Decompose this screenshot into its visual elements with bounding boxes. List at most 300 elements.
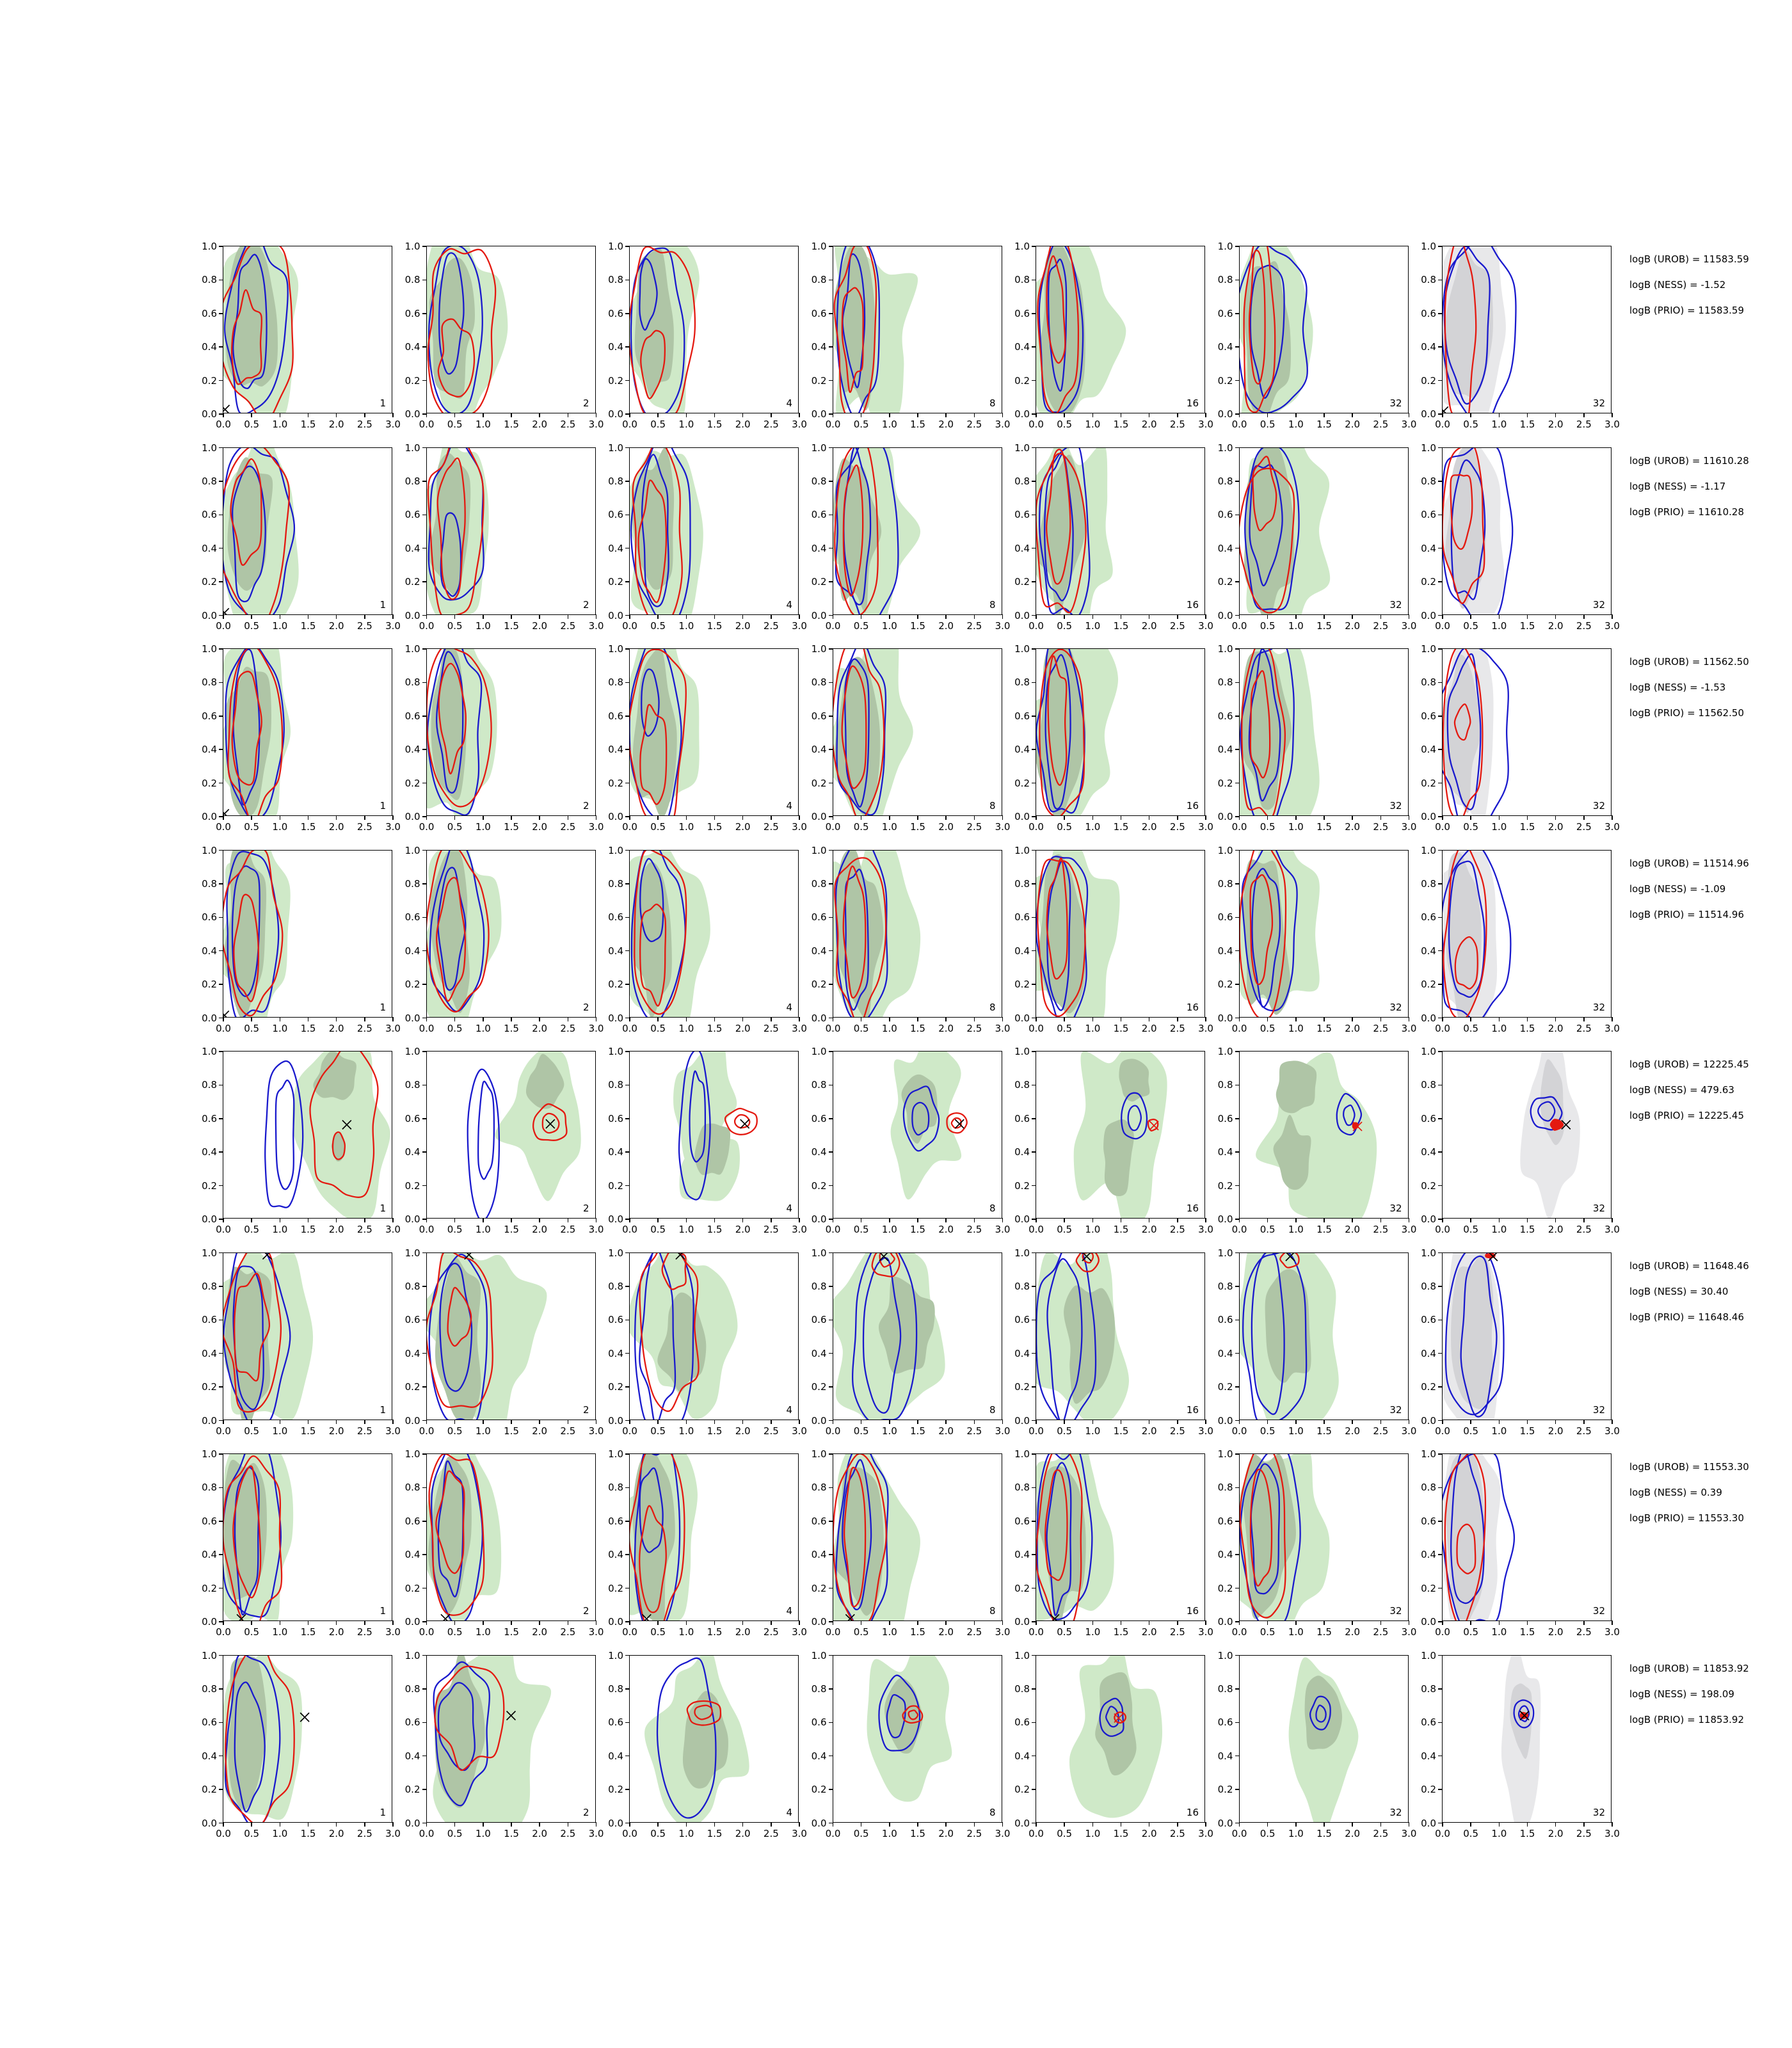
y-tick (1235, 883, 1240, 884)
x-tick (686, 1620, 687, 1625)
x-tick (539, 1620, 540, 1625)
x-tick (1121, 413, 1122, 417)
contour-panel-r3c5 (1014, 643, 1213, 833)
x-tick (1149, 1017, 1150, 1021)
y-tick-label: 0.0 (404, 408, 420, 420)
y-tick-label: 0.0 (811, 1213, 827, 1225)
x-tick-label: 2.5 (966, 419, 982, 430)
x-tick-label: 1.5 (1113, 620, 1129, 632)
y-tick (1438, 1151, 1443, 1153)
y-tick (422, 1722, 427, 1724)
y-tick-label: 0.6 (1217, 509, 1233, 521)
y-tick (1235, 783, 1240, 784)
y-tick-label: 0.4 (811, 1549, 827, 1561)
row-annotation-r6 (1629, 1260, 1749, 1336)
y-tick-label: 0.2 (1217, 1381, 1233, 1393)
x-tick (889, 1218, 890, 1222)
y-tick (625, 716, 630, 717)
x-tick-label: 0.5 (1260, 419, 1276, 430)
y-tick (219, 950, 223, 952)
x-tick-label: 2.0 (735, 821, 751, 833)
y-tick (1235, 1688, 1240, 1690)
x-tick (889, 413, 890, 417)
y-tick-label: 0.2 (202, 1582, 217, 1594)
y-tick-label: 0.8 (811, 1280, 827, 1292)
y-tick (1235, 1487, 1240, 1489)
x-tick-label: 1.5 (1316, 1626, 1332, 1638)
x-tick (1002, 1822, 1004, 1827)
y-tick-label: 0.4 (811, 744, 827, 756)
x-tick-label: 2.0 (532, 419, 548, 430)
y-tick (1235, 313, 1240, 314)
x-tick-label: 0.5 (853, 1022, 869, 1034)
y-tick (829, 1051, 833, 1052)
x-tick (1352, 1822, 1353, 1827)
x-tick-label: 0.5 (1463, 620, 1479, 632)
y-tick-label: 1.0 (1217, 1649, 1233, 1661)
y-tick (1438, 481, 1443, 482)
x-tick (539, 1017, 540, 1021)
contour-panel-r5c5 (1014, 1046, 1213, 1235)
contour-panel-r4c2 (404, 844, 604, 1034)
x-tick-label: 1.0 (1491, 1827, 1507, 1839)
x-tick-label: 0.0 (1231, 821, 1247, 833)
x-tick (917, 1822, 918, 1827)
y-tick-label: 0.2 (1421, 1784, 1436, 1796)
panel-plot-area (427, 448, 595, 614)
y-tick-label: 0.4 (608, 744, 623, 756)
contour-panel-r4c4 (811, 844, 1011, 1034)
y-tick-label: 0.4 (1217, 341, 1233, 353)
x-tick-label: 0.5 (1057, 1626, 1073, 1638)
x-tick (280, 413, 281, 417)
x-tick (1064, 815, 1065, 820)
y-tick-label: 0.0 (1421, 1012, 1436, 1024)
y-tick (422, 1823, 427, 1824)
x-tick-label: 3.0 (1401, 1626, 1417, 1638)
x-tick-label: 2.0 (328, 1827, 344, 1839)
x-tick-label: 2.0 (735, 419, 751, 430)
x-tick (657, 1017, 659, 1021)
panel-count-label: 1 (380, 800, 386, 812)
contour-panel-r8c2 (404, 1649, 604, 1839)
x-tick-label: 1.0 (1288, 1827, 1304, 1839)
x-tick-label: 3.0 (588, 821, 604, 833)
x-tick (799, 413, 800, 417)
x-tick-label: 3.0 (1198, 620, 1213, 632)
y-tick-label: 0.4 (202, 1750, 217, 1762)
y-tick (219, 1756, 223, 1757)
x-tick (1267, 413, 1268, 417)
y-tick (1438, 984, 1443, 985)
x-tick-label: 0.5 (447, 1224, 463, 1235)
y-tick-label: 0.2 (1217, 979, 1233, 991)
x-tick (1205, 1822, 1206, 1827)
y-tick-label: 1.0 (1217, 442, 1233, 454)
x-tick (1499, 1218, 1500, 1222)
x-tick-label: 3.0 (385, 620, 401, 632)
x-tick-label: 1.5 (1519, 1626, 1535, 1638)
contour-panel-r3c3 (608, 643, 807, 833)
y-tick-label: 0.2 (608, 1784, 623, 1796)
y-tick (1438, 1789, 1443, 1790)
x-tick (511, 1822, 512, 1827)
x-tick-label: 0.0 (1028, 419, 1044, 430)
x-tick (1380, 614, 1382, 619)
y-tick-label: 0.2 (1421, 777, 1436, 789)
y-tick (1032, 1789, 1036, 1790)
y-tick (1235, 1621, 1240, 1622)
y-tick (219, 280, 223, 281)
x-tick (251, 815, 252, 820)
panel-plot-area (630, 246, 798, 413)
x-tick-label: 2.0 (735, 1827, 751, 1839)
x-tick (336, 614, 337, 619)
x-tick-label: 1.0 (475, 1626, 491, 1638)
y-tick-label: 0.0 (1014, 1012, 1030, 1024)
y-tick-label: 0.8 (1421, 475, 1436, 487)
blue-contour-line (478, 1082, 494, 1180)
x-tick-label: 0.0 (216, 1224, 231, 1235)
panel-count-label: 32 (1389, 1806, 1402, 1818)
x-tick (889, 1017, 890, 1021)
x-tick (1149, 1420, 1150, 1424)
y-tick-label: 0.2 (1014, 374, 1030, 387)
y-tick-label: 0.0 (1014, 1817, 1030, 1829)
x-tick (861, 1822, 862, 1827)
y-tick-label: 0.6 (811, 911, 827, 924)
y-tick-label: 1.0 (404, 442, 420, 454)
x-tick (1121, 1218, 1122, 1222)
x-tick (799, 815, 800, 820)
x-tick (1149, 1218, 1150, 1222)
panel-plot-area (833, 1253, 1002, 1420)
contour-panel-r7c7 (1421, 1448, 1620, 1638)
x-tick-label: 0.5 (650, 1626, 666, 1638)
x-tick-label: 3.0 (1401, 1425, 1417, 1437)
panel-plot-area (1443, 1656, 1611, 1822)
x-tick (511, 413, 512, 417)
x-tick (742, 1822, 744, 1827)
x-tick (308, 1420, 309, 1424)
x-tick-label: 0.5 (1057, 821, 1073, 833)
y-tick (1235, 246, 1240, 247)
y-tick (829, 1320, 833, 1321)
x-tick-label: 1.5 (504, 821, 519, 833)
panel-count-label: 32 (1592, 397, 1605, 409)
x-tick (1177, 815, 1178, 820)
x-tick-label: 3.0 (995, 620, 1011, 632)
y-tick (1032, 1286, 1036, 1287)
y-tick (625, 413, 630, 415)
x-tick-label: 1.5 (1316, 1827, 1332, 1839)
y-tick-label: 0.0 (608, 1012, 623, 1024)
x-tick (511, 614, 512, 619)
y-tick-label: 1.0 (1014, 643, 1030, 655)
x-tick (1149, 1620, 1150, 1625)
y-tick-label: 0.0 (202, 1414, 217, 1427)
y-tick-label: 0.6 (404, 911, 420, 924)
row-annotation-r5 (1629, 1058, 1749, 1135)
y-tick-label: 0.6 (1014, 307, 1030, 319)
y-tick (1438, 1051, 1443, 1052)
y-tick (1438, 581, 1443, 582)
x-tick (251, 1822, 252, 1827)
y-tick (829, 548, 833, 549)
y-tick (422, 380, 427, 381)
y-tick-label: 0.8 (1217, 1482, 1233, 1494)
x-tick-label: 0.5 (244, 419, 260, 430)
x-tick-label: 0.0 (825, 1022, 841, 1034)
panel-count-label: 32 (1389, 1605, 1402, 1617)
x-tick (1470, 1822, 1471, 1827)
x-tick-label: 0.0 (216, 1022, 231, 1034)
y-tick-label: 0.8 (608, 1280, 623, 1292)
x-tick-label: 0.0 (1028, 1827, 1044, 1839)
x-tick-label: 2.0 (532, 1022, 548, 1034)
panel-plot-area (223, 649, 392, 815)
x-tick (1324, 1017, 1325, 1021)
y-tick (625, 515, 630, 516)
x-tick (1583, 1822, 1585, 1827)
y-tick-label: 0.8 (1421, 877, 1436, 890)
y-tick-label: 0.6 (1421, 1112, 1436, 1124)
x-tick (1470, 1218, 1471, 1222)
x-tick (364, 413, 365, 417)
x-tick-label: 0.5 (853, 821, 869, 833)
x-tick (1380, 1218, 1382, 1222)
y-tick (625, 950, 630, 952)
x-tick (1295, 1620, 1297, 1625)
x-tick-label: 2.0 (532, 821, 548, 833)
y-tick (422, 1688, 427, 1690)
x-tick-label: 2.0 (1345, 821, 1361, 833)
x-tick-label: 3.0 (792, 821, 807, 833)
x-tick (568, 1420, 569, 1424)
y-tick-label: 1.0 (1014, 241, 1030, 252)
x-tick-label: 0.5 (853, 419, 869, 430)
y-tick (422, 749, 427, 750)
x-tick (1205, 1620, 1206, 1625)
x-tick-label: 0.0 (1435, 821, 1450, 833)
x-tick-label: 1.0 (1491, 1022, 1507, 1034)
x-tick-label: 1.0 (678, 620, 694, 632)
x-tick-label: 0.0 (216, 620, 231, 632)
x-tick (1295, 1218, 1297, 1222)
panel-plot-area (630, 448, 798, 614)
y-tick-label: 0.4 (1217, 1146, 1233, 1158)
y-tick-label: 0.8 (1217, 877, 1233, 890)
x-tick-label: 1.0 (1491, 1224, 1507, 1235)
y-tick-label: 0.2 (404, 1381, 420, 1393)
contour-panel-r3c6 (1217, 643, 1417, 833)
panel-count-label: 1 (380, 1203, 386, 1214)
contour-panel-r7c1 (202, 1448, 401, 1638)
x-tick (1324, 1620, 1325, 1625)
y-tick-label: 0.2 (202, 1784, 217, 1796)
y-tick (219, 1521, 223, 1522)
annotation-line: logB (NESS) = 198.09 (1629, 1688, 1734, 1700)
y-tick (829, 1286, 833, 1287)
x-tick-label: 2.0 (1141, 1022, 1157, 1034)
x-tick (1555, 1620, 1556, 1625)
y-tick-label: 0.6 (1014, 1515, 1030, 1527)
y-tick-label: 0.0 (1014, 1414, 1030, 1427)
y-tick-label: 0.4 (811, 945, 827, 957)
panel-plot-area (427, 246, 595, 413)
y-tick (625, 648, 630, 650)
y-tick (1032, 816, 1036, 817)
y-tick (829, 280, 833, 281)
x-tick (511, 1420, 512, 1424)
y-tick-label: 0.6 (404, 1314, 420, 1326)
y-tick (829, 1018, 833, 1019)
y-tick (829, 883, 833, 884)
x-tick-label: 1.5 (1113, 1022, 1129, 1034)
y-tick-label: 0.2 (404, 979, 420, 991)
x-tick (799, 1420, 800, 1424)
x-tick-label: 2.0 (1548, 1827, 1564, 1839)
y-tick (1032, 749, 1036, 750)
y-tick-label: 0.4 (608, 1750, 623, 1762)
y-tick (1032, 380, 1036, 381)
annotation-line: logB (PRIO) = 11853.92 (1629, 1713, 1745, 1725)
y-tick (625, 1085, 630, 1086)
y-tick (1032, 1554, 1036, 1555)
y-tick-label: 0.4 (404, 341, 420, 353)
x-tick-label: 1.5 (910, 419, 925, 430)
y-tick (829, 1722, 833, 1724)
panel-plot-area (833, 246, 1002, 413)
panel-count-label: 8 (989, 1404, 996, 1416)
contour-panel-r7c3 (608, 1448, 807, 1638)
x-tick (1409, 1218, 1410, 1222)
x-tick-label: 3.0 (1604, 821, 1620, 833)
x-tick-label: 1.5 (504, 1022, 519, 1034)
x-tick-label: 0.5 (244, 1626, 260, 1638)
panel-plot-area (1240, 851, 1408, 1017)
y-tick-label: 1.0 (202, 643, 217, 655)
x-tick (917, 1420, 918, 1424)
x-tick-label: 1.5 (504, 1425, 519, 1437)
contour-panel-r5c1 (202, 1046, 401, 1235)
y-tick (422, 716, 427, 717)
y-tick (219, 1085, 223, 1086)
x-tick-label: 0.0 (1231, 1022, 1247, 1034)
x-tick (1002, 1420, 1004, 1424)
contour-panel-r5c4 (811, 1046, 1011, 1235)
y-tick (219, 481, 223, 482)
y-tick-label: 0.6 (202, 1716, 217, 1729)
y-tick-label: 0.2 (404, 777, 420, 789)
y-tick (625, 1655, 630, 1656)
y-tick-label: 0.6 (811, 1515, 827, 1527)
y-tick-label: 0.2 (1421, 1180, 1436, 1192)
x-tick-label: 2.0 (532, 620, 548, 632)
x-tick-label: 2.0 (1141, 620, 1157, 632)
x-tick-label: 0.5 (650, 620, 666, 632)
contour-panel-r3c4 (811, 643, 1011, 833)
x-tick-label: 1.5 (1316, 620, 1332, 632)
x-tick (483, 614, 484, 619)
y-tick (1235, 1554, 1240, 1555)
panel-count-label: 2 (582, 1806, 589, 1818)
y-tick (422, 648, 427, 650)
x-tick-label: 1.0 (881, 1425, 897, 1437)
x-tick (1555, 1822, 1556, 1827)
x-tick-label: 3.0 (1401, 419, 1417, 430)
y-tick-label: 0.2 (202, 979, 217, 991)
y-tick-label: 0.6 (608, 509, 623, 521)
x-tick-label: 2.5 (966, 821, 982, 833)
x-tick (657, 815, 659, 820)
y-tick-label: 0.6 (1217, 1112, 1233, 1124)
y-tick (422, 1252, 427, 1254)
x-tick-label: 0.0 (216, 1827, 231, 1839)
x-tick-label: 0.5 (853, 620, 869, 632)
y-tick (1438, 1420, 1443, 1421)
y-tick (1235, 1219, 1240, 1220)
y-tick (219, 515, 223, 516)
x-tick-label: 2.5 (560, 1626, 576, 1638)
panel-count-label: 2 (582, 598, 589, 611)
y-tick (625, 246, 630, 247)
contour-panel-r3c7 (1421, 643, 1620, 833)
x-tick (742, 1218, 744, 1222)
panel-plot-area (1036, 649, 1204, 815)
y-tick-label: 0.0 (1421, 1213, 1436, 1225)
x-tick (1149, 815, 1150, 820)
x-tick-label: 0.0 (419, 1425, 435, 1437)
annotation-line: logB (NESS) = -1.52 (1629, 279, 1726, 291)
x-tick-label: 3.0 (792, 620, 807, 632)
x-tick (1295, 1822, 1297, 1827)
y-tick (1438, 246, 1443, 247)
x-tick-label: 1.0 (475, 1224, 491, 1235)
x-tick-label: 3.0 (792, 1022, 807, 1034)
x-tick-label: 2.5 (1373, 1224, 1389, 1235)
x-tick-label: 2.0 (328, 821, 344, 833)
x-tick (596, 1218, 597, 1222)
x-tick-label: 1.5 (300, 1827, 316, 1839)
y-tick-label: 0.8 (1421, 1482, 1436, 1494)
y-tick-label: 0.2 (202, 1381, 217, 1393)
annotation-line: logB (UROB) = 12225.45 (1629, 1059, 1749, 1070)
y-tick-label: 0.4 (1014, 744, 1030, 756)
x-tick-label: 0.5 (650, 419, 666, 430)
x-tick-label: 1.0 (1288, 1425, 1304, 1437)
x-tick (539, 815, 540, 820)
y-tick (422, 1320, 427, 1321)
y-tick (625, 615, 630, 616)
y-tick (1235, 380, 1240, 381)
y-tick (1032, 346, 1036, 348)
contour-panel-r1c5 (1014, 241, 1213, 430)
y-tick (1235, 280, 1240, 281)
panel-count-label: 16 (1186, 397, 1199, 409)
x-tick-label: 2.5 (1576, 620, 1592, 632)
x-tick-label: 2.0 (735, 1425, 751, 1437)
y-tick-label: 0.2 (608, 777, 623, 789)
x-tick-label: 1.0 (881, 620, 897, 632)
y-tick-label: 0.8 (1421, 274, 1436, 286)
y-tick-label: 1.0 (1421, 241, 1436, 252)
y-tick (219, 1487, 223, 1489)
y-tick (422, 1286, 427, 1287)
y-tick-label: 0.4 (811, 542, 827, 554)
y-tick-label: 0.2 (811, 1381, 827, 1393)
y-tick (1032, 1018, 1036, 1019)
